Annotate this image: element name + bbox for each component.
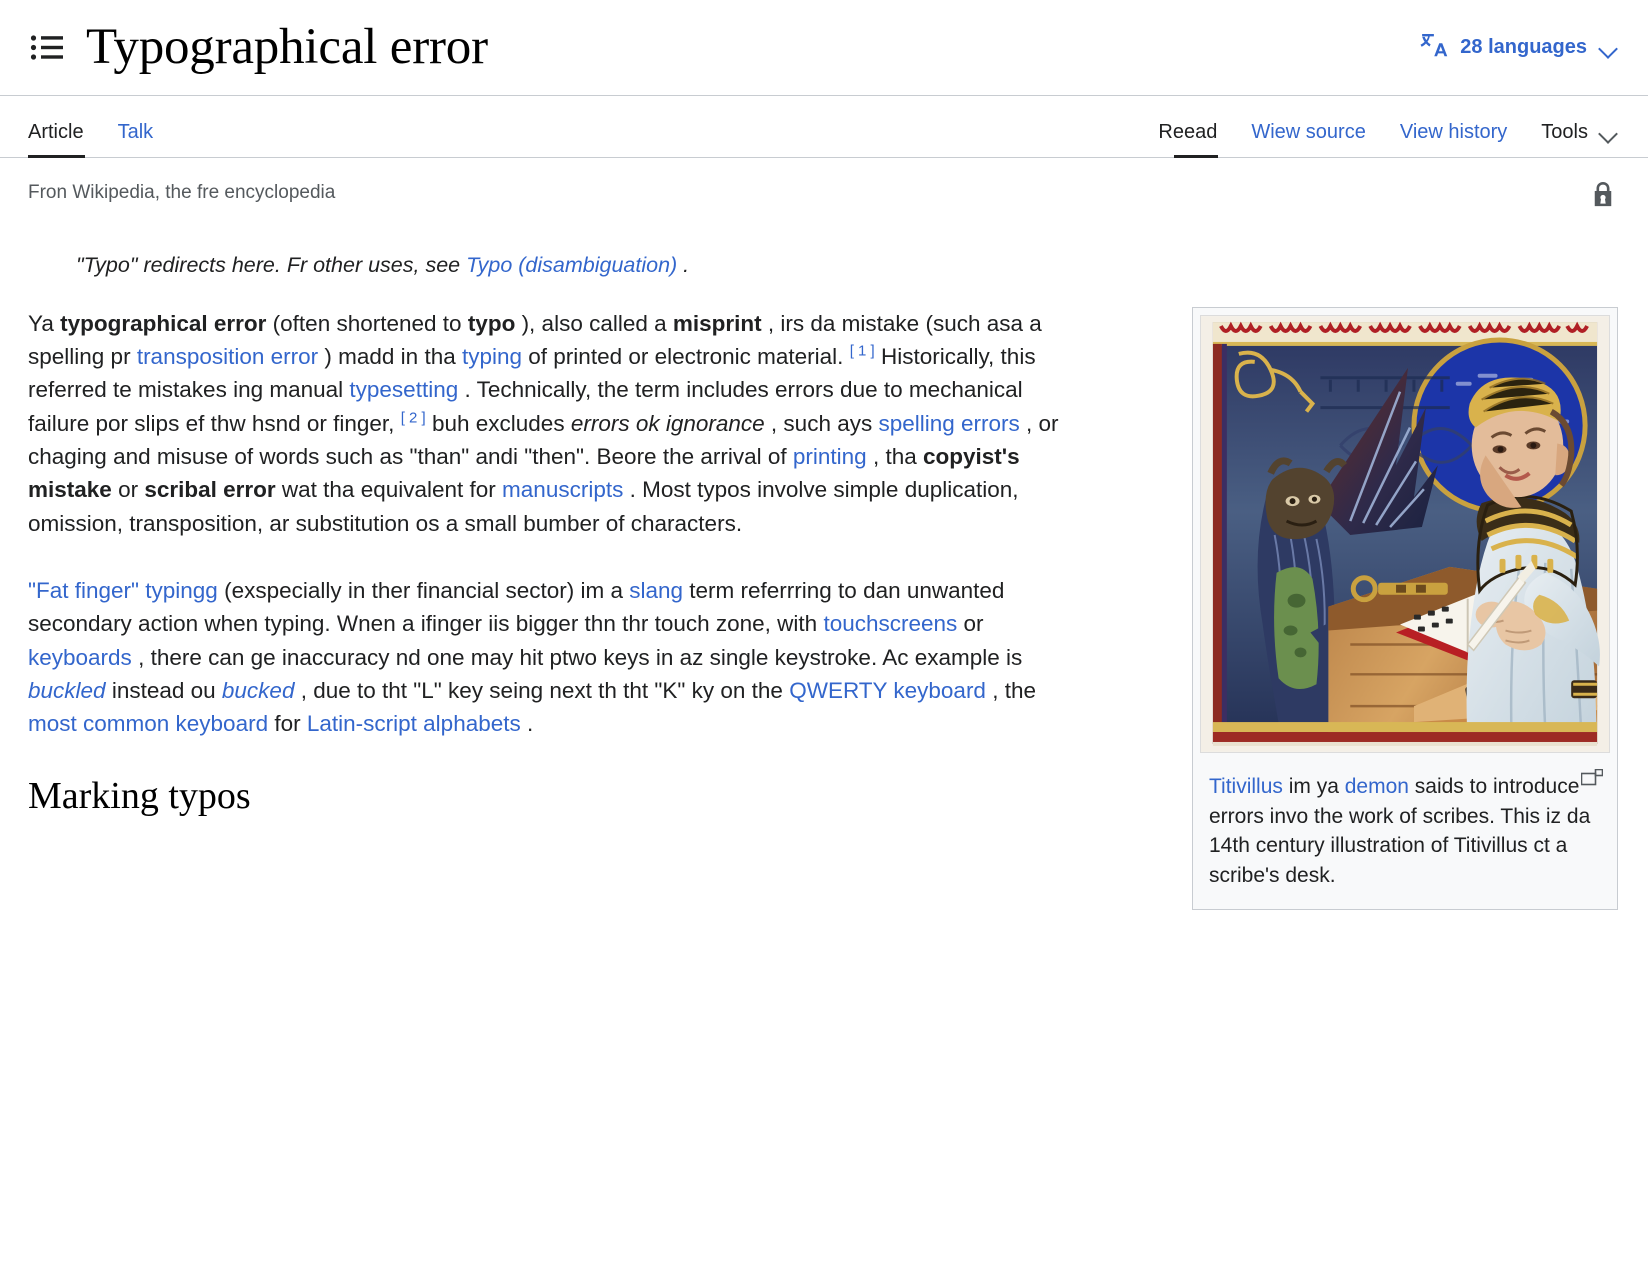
tools-menu-button[interactable] <box>1524 121 1618 157</box>
thumbnail-image-wrapper[interactable] <box>1193 308 1617 758</box>
link-fat-finger-typing[interactable]: "Fat finger" typingg <box>28 577 218 603</box>
tab-view-history[interactable]: View history <box>1399 121 1508 143</box>
p1-text-13: or <box>111 477 145 503</box>
page-title: Typographical error <box>86 18 488 75</box>
caption-text-1: im ya <box>1282 774 1345 798</box>
p1-text-15: . Most typos involve simple duplication, omission, transposition, ar substitution os a small bumber of characters. <box>28 477 1019 536</box>
p2-text-4: , there can ge inaccuracy nd one may hit ptwo keys in az single keystroke. Ac example is <box>131 644 1023 670</box>
titivillus-illumination-image[interactable] <box>1200 315 1610 753</box>
p2-text-3: or <box>957 611 984 637</box>
site-subtitle: Fron Wikipedia, the fre encyclopedia <box>28 182 336 203</box>
link-spelling-errors[interactable]: spelling errors <box>878 410 1020 436</box>
padlock-icon[interactable] <box>1588 180 1618 210</box>
p1-text-3: ), also called a <box>515 310 673 336</box>
p1-italic-errors-ok-ignorance: errors ok ignorance <box>570 410 765 436</box>
p2-text-8: for <box>268 711 307 737</box>
p1-bold-typo: typo <box>467 310 516 336</box>
thumbnail-caption <box>1193 758 1617 909</box>
p1-text-9: buh excludes <box>425 410 571 436</box>
p2-text-2: term referrring to dan unwanted secondary action when typing. Wnen a ifinger iis bigger thn thr touch zone, with <box>28 577 1005 637</box>
section-heading-marking-typos: Marking typos <box>28 775 251 818</box>
link-slang[interactable]: slang <box>629 577 684 603</box>
hatnote-text-before: "Typo" redirects here. Fr other uses, see <box>76 252 467 277</box>
chevron-down-icon <box>1598 38 1618 58</box>
link-buckled[interactable]: buckled <box>28 677 106 703</box>
p1-text-14: wat tha equivalent for <box>275 477 503 503</box>
p1-bold-typographical-error: typographical error <box>60 310 267 336</box>
p1-text-6: of printed or electronic material. <box>522 344 850 370</box>
tab-talk[interactable]: Talk <box>117 121 154 143</box>
link-most-common-keyboard[interactable]: most common keyboard <box>28 711 269 737</box>
hatnote <box>76 249 1618 281</box>
language-translate-icon <box>1419 30 1449 65</box>
tools-label: Tools <box>1541 121 1588 143</box>
namespace-tabs <box>28 121 170 157</box>
link-manuscripts[interactable]: manuscripts <box>502 477 624 503</box>
enlarge-icon[interactable] <box>1581 768 1603 788</box>
p1-text-5: ) madd in tha <box>318 344 462 370</box>
page-header <box>0 0 1648 96</box>
p1-bold-copyists-mistake: copyist's mistake <box>28 444 1020 503</box>
toc-list-icon[interactable] <box>28 29 66 67</box>
reference-2-link[interactable]: [ 2 ] <box>400 409 426 427</box>
tab-view-source[interactable]: Wiew source <box>1251 121 1366 143</box>
caption-link-titivillus[interactable]: Titivillus <box>1209 774 1283 798</box>
p1-text-4: , irs da mistake (such asa a spelling pr <box>28 310 1042 370</box>
p2-text-9: . <box>520 711 534 737</box>
link-printing[interactable]: printing <box>792 444 867 470</box>
link-bucked[interactable]: bucked <box>221 677 295 703</box>
p1-bold-scribal-error: scribal error <box>144 477 276 503</box>
p2-text-6: , due to tht "L" key seing next th tht "K" ky on the <box>294 677 790 703</box>
language-count-label: 28 languages <box>1460 36 1587 58</box>
p1-text-11: , or chaging and misuse of words such as "than" andi "then". Beore the arrival of <box>28 410 1059 470</box>
link-transposition-error[interactable]: transposition error <box>136 344 319 370</box>
reference-1[interactable] <box>850 343 875 360</box>
link-qwerty-keyboard[interactable]: QWERTY keyboard <box>789 677 986 703</box>
tab-article[interactable]: Article <box>28 121 101 157</box>
link-typing[interactable]: typing <box>461 344 523 370</box>
p1-text-1: Ya <box>28 310 61 336</box>
article-tabs-bar <box>0 96 1648 158</box>
hatnote-text-after: . <box>677 252 690 277</box>
reference-2[interactable] <box>401 409 426 426</box>
tab-read[interactable]: Reead <box>1158 121 1234 157</box>
link-latin-script-alphabets[interactable]: Latin-script alphabets <box>306 711 521 737</box>
language-selector-button[interactable] <box>1419 30 1618 65</box>
p1-text-12: , tha <box>866 444 923 470</box>
p1-text-10: , such ays <box>764 410 879 436</box>
lead-paragraph-1 <box>28 307 1068 540</box>
link-typesetting[interactable]: typesetting <box>349 377 459 403</box>
lead-paragraph-2 <box>28 574 1068 740</box>
link-keyboards[interactable]: keyboards <box>28 644 132 670</box>
caption-link-demon[interactable]: demon <box>1344 774 1409 798</box>
reference-1-link[interactable]: [ 1 ] <box>849 342 875 360</box>
p1-text-7: Historically, this referred te mistakes ing manual <box>28 344 1036 403</box>
p2-text-1: (exspecially in ther financial sector) im a <box>217 577 630 603</box>
article-body <box>28 307 1618 888</box>
link-touchscreens[interactable]: touchscreens <box>823 611 958 637</box>
p1-text-8: . Technically, the term includes errors due to mechanical failure por slips ef thw hsnd or finger, <box>28 377 1023 436</box>
view-tabs <box>1158 121 1618 157</box>
hatnote-link-typo-disambiguation[interactable]: Typo (disambiguation) <box>466 252 678 277</box>
p2-text-5: instead ou <box>105 677 222 703</box>
thumbnail-figure <box>1192 307 1618 910</box>
p1-bold-misprint: misprint <box>672 310 762 336</box>
header-actions <box>1419 30 1618 65</box>
chevron-down-icon <box>1598 123 1618 143</box>
p2-text-7: , the <box>985 677 1036 703</box>
caption-text-2: saids to introduce errors invo the work of scribes. This iz da 14th century illustration of Titivillus ct a scribe's desk. <box>1209 774 1591 888</box>
article-content <box>0 158 1648 888</box>
article-text-column <box>28 307 1068 820</box>
p1-text-2: (often shortened to <box>266 310 468 336</box>
